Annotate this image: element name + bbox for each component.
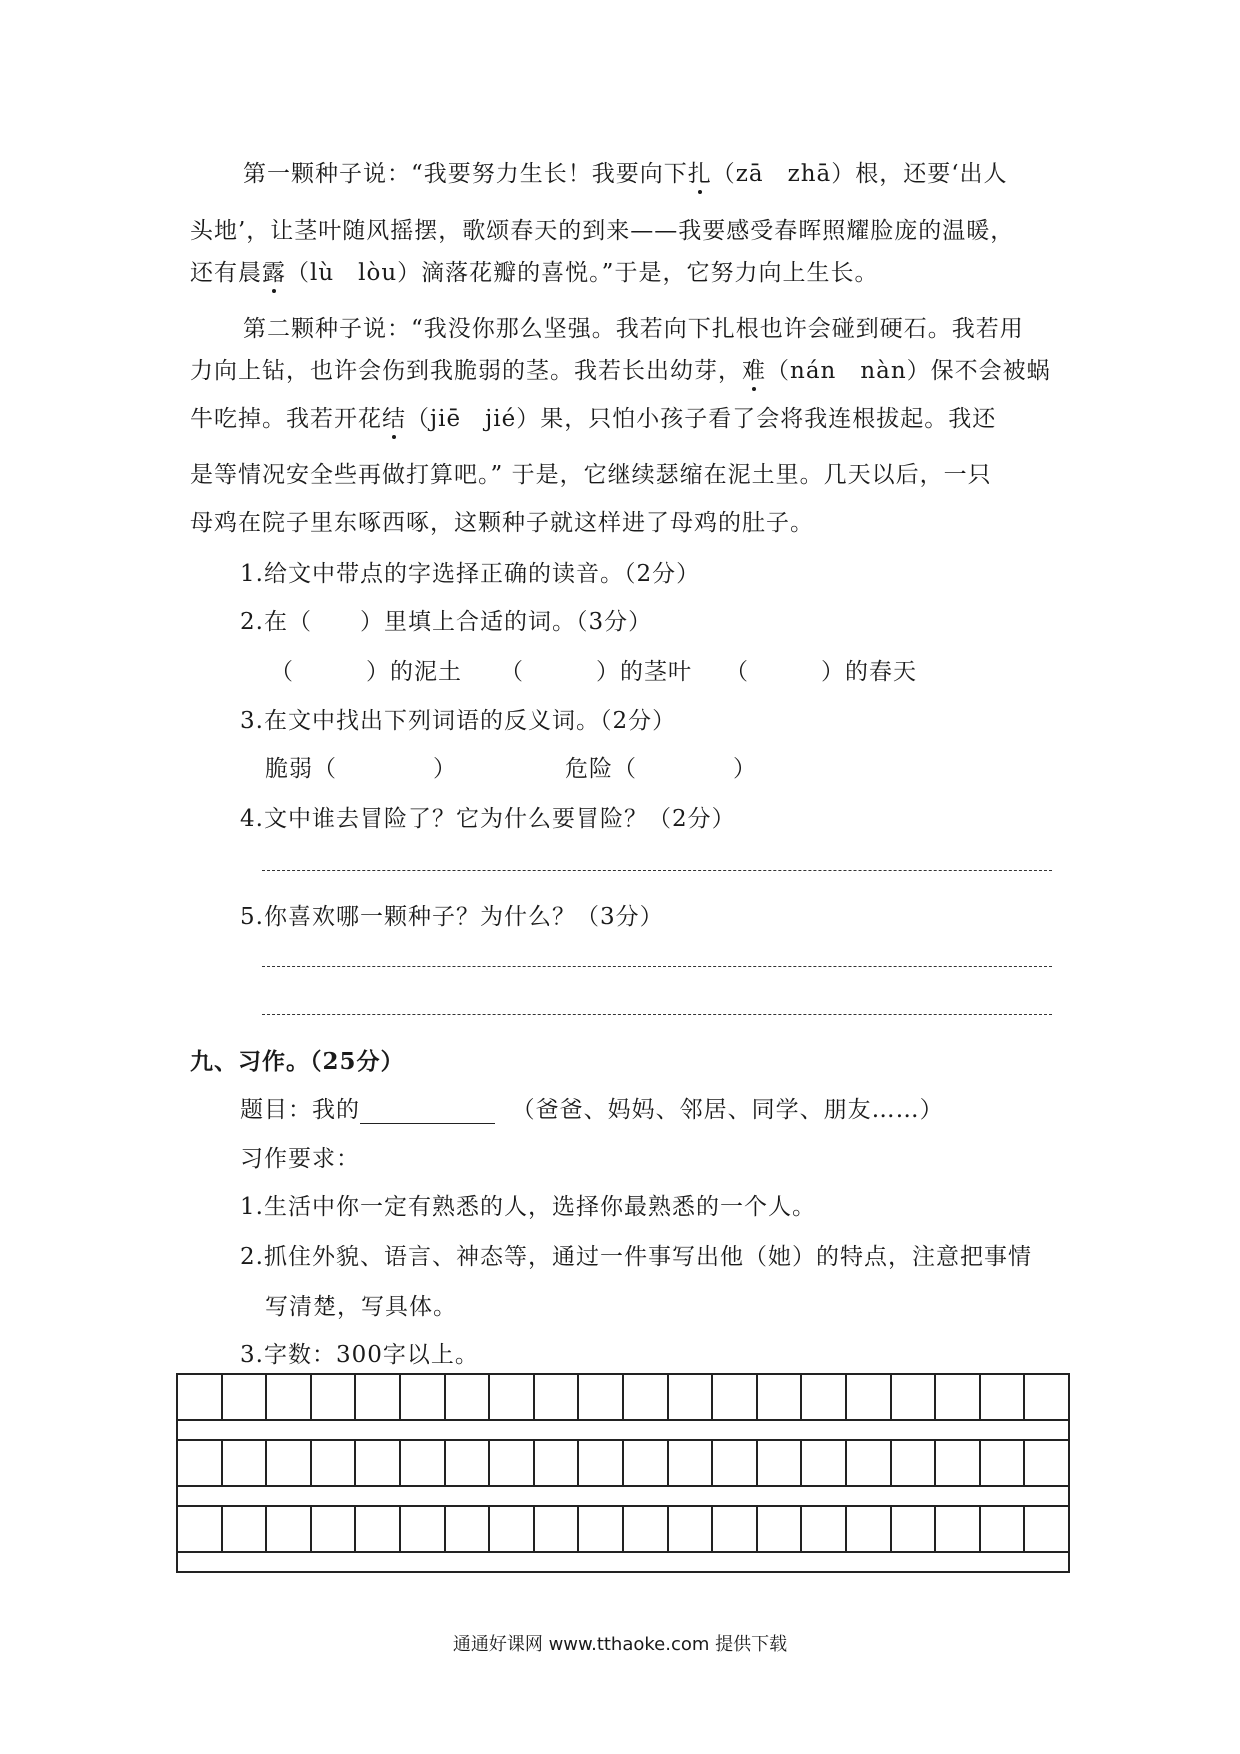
question-4: 4.文中谁去冒险了？它为什么要冒险？（2分） [240, 806, 736, 832]
q3-item-1: 脆弱（ ） [265, 756, 457, 782]
grid-cell[interactable] [713, 1507, 758, 1551]
grid-cell[interactable] [579, 1441, 624, 1485]
grid-cell[interactable] [579, 1375, 624, 1419]
passage-p1-line3: 还有晨露（lù lòu）滴落花瓣的喜悦。”于是，它努力向上生长。 [190, 254, 878, 287]
requirement-2-line1: 2.抓住外貌、语言、神态等，通过一件事写出他（她）的特点，注意把事情 [240, 1244, 1032, 1270]
grid-cell[interactable] [713, 1375, 758, 1419]
question-5: 5.你喜欢哪一颗种子？为什么？（3分） [240, 904, 664, 930]
grid-cell[interactable] [669, 1507, 714, 1551]
grid-cell[interactable] [758, 1375, 803, 1419]
grid-cell[interactable] [446, 1441, 491, 1485]
grid-cell[interactable] [446, 1507, 491, 1551]
question-2: 2.在（ ）里填上合适的词。（3分） [240, 609, 653, 635]
grid-cell[interactable] [356, 1507, 401, 1551]
passage-p2-line1: 第二颗种子说：“我没你那么坚强。我若向下扎根也许会碰到硬石。我若用 [243, 316, 1024, 342]
requirement-1: 1.生活中你一定有熟悉的人，选择你最熟悉的一个人。 [240, 1194, 816, 1220]
grid-cell[interactable] [535, 1507, 580, 1551]
grid-cell[interactable] [356, 1441, 401, 1485]
passage-p1-line1: 第一颗种子说：“我要努力生长！我要向下扎（zā zhā）根，还要‘出人 [243, 155, 1008, 188]
grid-cell[interactable] [892, 1441, 937, 1485]
q5-answer-line-1[interactable] [262, 966, 1052, 967]
grid-cell[interactable] [669, 1441, 714, 1485]
grid-cell[interactable] [936, 1507, 981, 1551]
grid-cell[interactable] [490, 1507, 535, 1551]
grid-gap [176, 1419, 1070, 1439]
grid-cell[interactable] [624, 1507, 669, 1551]
requirements-title: 习作要求： [240, 1146, 360, 1172]
dotted-char: 扎 [688, 155, 712, 188]
q2-item-3: （ ）的春天 [725, 659, 917, 685]
dotted-char: 结 [382, 400, 406, 433]
requirement-2-line2: 写清楚，写具体。 [265, 1294, 457, 1320]
grid-cell[interactable] [178, 1507, 223, 1551]
grid-cell[interactable] [713, 1441, 758, 1485]
passage-p2-line5: 母鸡在院子里东啄西啄，这颗种子就这样进了母鸡的肚子。 [190, 510, 814, 536]
grid-cell[interactable] [579, 1507, 624, 1551]
grid-cell[interactable] [758, 1441, 803, 1485]
passage-p1-line2: 头地’，让茎叶随风摇摆，歌颂春天的到来——我要感受春晖照耀脸庞的温暖， [190, 218, 1015, 244]
grid-cell[interactable] [490, 1375, 535, 1419]
grid-cell[interactable] [178, 1441, 223, 1485]
question-1: 1.给文中带点的字选择正确的读音。（2分） [240, 561, 701, 587]
grid-cell[interactable] [1025, 1375, 1068, 1419]
grid-cell[interactable] [802, 1375, 847, 1419]
grid-cell[interactable] [758, 1507, 803, 1551]
grid-cell[interactable] [981, 1375, 1026, 1419]
grid-cell[interactable] [401, 1507, 446, 1551]
q4-answer-line[interactable] [262, 870, 1052, 871]
grid-cell[interactable] [223, 1441, 268, 1485]
q3-item-2: 危险（ ） [565, 756, 757, 782]
grid-cell[interactable] [312, 1375, 357, 1419]
grid-cell[interactable] [892, 1375, 937, 1419]
grid-gap [176, 1485, 1070, 1505]
passage-p2-line3: 牛吃掉。我若开花结（jiē jié）果，只怕小孩子看了会将我连根拔起。我还 [190, 400, 996, 433]
grid-cell[interactable] [401, 1375, 446, 1419]
question-3: 3.在文中找出下列词语的反义词。（2分） [240, 708, 677, 734]
grid-cell[interactable] [624, 1375, 669, 1419]
grid-cell[interactable] [936, 1375, 981, 1419]
grid-cell[interactable] [223, 1375, 268, 1419]
grid-cell[interactable] [535, 1375, 580, 1419]
grid-cell[interactable] [267, 1441, 312, 1485]
q2-item-2: （ ）的茎叶 [500, 659, 692, 685]
footer-watermark: 通通好课网 www.tthaoke.com 提供下载 [452, 1634, 788, 1655]
grid-cell[interactable] [490, 1441, 535, 1485]
grid-cell[interactable] [267, 1375, 312, 1419]
grid-cell[interactable] [178, 1375, 223, 1419]
grid-cell[interactable] [669, 1375, 714, 1419]
writing-grid[interactable] [176, 1373, 1070, 1573]
grid-cell[interactable] [401, 1441, 446, 1485]
grid-cell[interactable] [981, 1441, 1026, 1485]
grid-cell[interactable] [847, 1507, 892, 1551]
grid-cell[interactable] [446, 1375, 491, 1419]
grid-row [176, 1505, 1070, 1551]
grid-gap [176, 1551, 1070, 1573]
grid-cell[interactable] [802, 1441, 847, 1485]
grid-row [176, 1373, 1070, 1419]
grid-cell[interactable] [892, 1507, 937, 1551]
grid-cell[interactable] [981, 1507, 1026, 1551]
grid-cell[interactable] [535, 1441, 580, 1485]
grid-cell[interactable] [312, 1507, 357, 1551]
grid-cell[interactable] [312, 1441, 357, 1485]
dotted-char: 难 [742, 352, 766, 385]
topic-blank[interactable] [360, 1097, 495, 1124]
passage-p2-line4: 是等情况安全些再做打算吧。” 于是，它继续瑟缩在泥土里。几天以后，一只 [190, 462, 992, 488]
composition-topic: 题目：我的 （爸爸、妈妈、邻居、同学、朋友……） [240, 1097, 944, 1123]
grid-cell[interactable] [267, 1507, 312, 1551]
grid-cell[interactable] [847, 1375, 892, 1419]
grid-cell[interactable] [624, 1441, 669, 1485]
grid-cell[interactable] [223, 1507, 268, 1551]
q5-answer-line-2[interactable] [262, 1014, 1052, 1015]
dotted-char: 露 [262, 254, 286, 287]
grid-cell[interactable] [1025, 1507, 1068, 1551]
grid-row [176, 1439, 1070, 1485]
grid-cell[interactable] [847, 1441, 892, 1485]
passage-p2-line2: 力向上钻，也许会伤到我脆弱的茎。我若长出幼芽，难（nán nàn）保不会被蜗 [190, 352, 1051, 385]
grid-cell[interactable] [1025, 1441, 1068, 1485]
grid-cell[interactable] [802, 1507, 847, 1551]
composition-heading: 九、习作。（25分） [190, 1048, 405, 1075]
grid-cell[interactable] [356, 1375, 401, 1419]
requirement-3: 3.字数：300字以上。 [240, 1342, 479, 1368]
q2-item-1: （ ）的泥土 [270, 659, 462, 685]
grid-cell[interactable] [936, 1441, 981, 1485]
